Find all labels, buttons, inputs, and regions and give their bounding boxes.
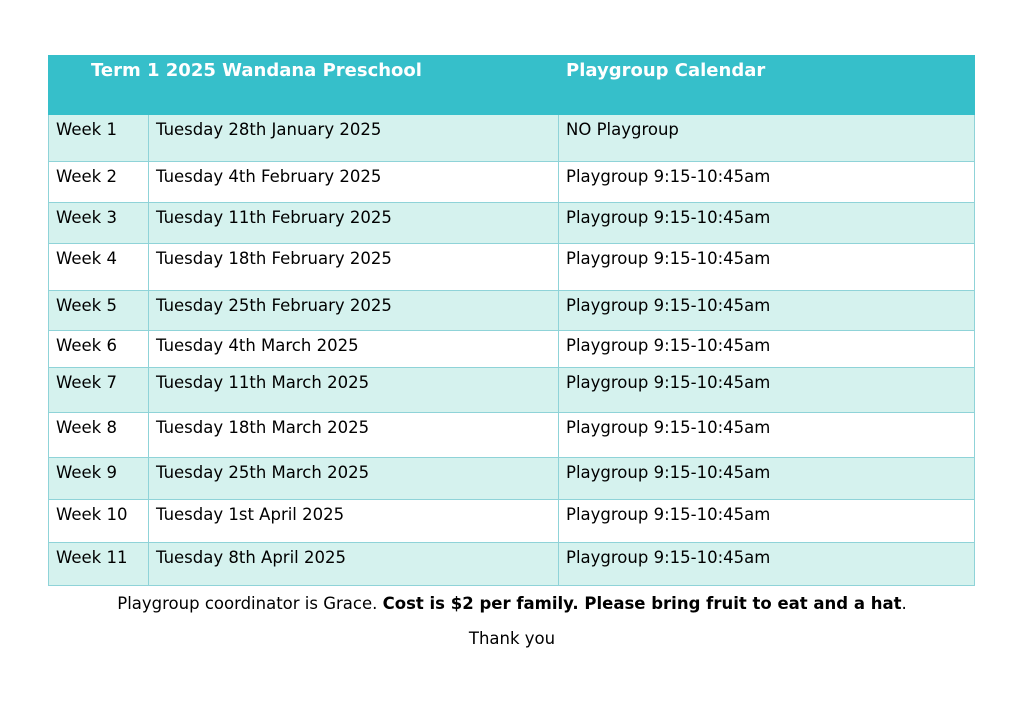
week-cell: Week 8 — [49, 413, 149, 458]
week-cell: Week 1 — [49, 115, 149, 162]
date-cell: Tuesday 1st April 2025 — [149, 500, 559, 543]
date-cell: Tuesday 25th February 2025 — [149, 291, 559, 331]
date-cell: Tuesday 18th March 2025 — [149, 413, 559, 458]
table-row — [49, 162, 975, 203]
note-cell: Playgroup 9:15-10:45am — [559, 291, 975, 331]
table-row — [49, 500, 975, 543]
note-cell: Playgroup 9:15-10:45am — [559, 543, 975, 586]
date-cell: Tuesday 8th April 2025 — [149, 543, 559, 586]
week-cell: Week 11 — [49, 543, 149, 586]
date-cell: Tuesday 4th March 2025 — [149, 331, 559, 368]
week-cell: Week 10 — [49, 500, 149, 543]
table-row — [49, 458, 975, 500]
week-cell: Week 6 — [49, 331, 149, 368]
header-subtitle: Playgroup Calendar — [559, 56, 975, 115]
date-cell: Tuesday 18th February 2025 — [149, 244, 559, 291]
week-cell: Week 2 — [49, 162, 149, 203]
week-cell: Week 3 — [49, 203, 149, 244]
date-cell: Tuesday 11th February 2025 — [149, 203, 559, 244]
week-cell: Week 4 — [49, 244, 149, 291]
note-cell: Playgroup 9:15-10:45am — [559, 413, 975, 458]
note-cell: Playgroup 9:15-10:45am — [559, 244, 975, 291]
thank-you-text: Thank you — [468, 629, 556, 648]
table-row — [49, 368, 975, 413]
table-row — [49, 244, 975, 291]
note-cell: Playgroup 9:15-10:45am — [559, 162, 975, 203]
table-row — [49, 115, 975, 162]
week-cell: Week 9 — [49, 458, 149, 500]
note-cell: NO Playgroup — [559, 115, 975, 162]
coordinator-text: Playgroup coordinator is Grace. — [117, 594, 383, 613]
note-cell: Playgroup 9:15-10:45am — [559, 331, 975, 368]
note-cell: Playgroup 9:15-10:45am — [559, 500, 975, 543]
week-cell: Week 7 — [49, 368, 149, 413]
note-cell: Playgroup 9:15-10:45am — [559, 203, 975, 244]
footer-notice — [0, 594, 1024, 613]
date-cell: Tuesday 11th March 2025 — [149, 368, 559, 413]
date-cell: Tuesday 4th February 2025 — [149, 162, 559, 203]
table-row — [49, 543, 975, 586]
playgroup-calendar-table — [48, 55, 975, 586]
note-cell: Playgroup 9:15-10:45am — [559, 458, 975, 500]
table-row — [49, 331, 975, 368]
week-cell: Week 5 — [49, 291, 149, 331]
date-cell: Tuesday 28th January 2025 — [149, 115, 559, 162]
table-row — [49, 413, 975, 458]
note-cell: Playgroup 9:15-10:45am — [559, 368, 975, 413]
table-row — [49, 291, 975, 331]
notice-period: . — [901, 594, 907, 613]
table-row — [49, 203, 975, 244]
header-title: Term 1 2025 Wandana Preschool — [49, 56, 559, 115]
date-cell: Tuesday 25th March 2025 — [149, 458, 559, 500]
table-header-row — [49, 56, 975, 115]
cost-notice: Cost is $2 per family. Please bring fruit to eat and a hat — [382, 594, 902, 613]
